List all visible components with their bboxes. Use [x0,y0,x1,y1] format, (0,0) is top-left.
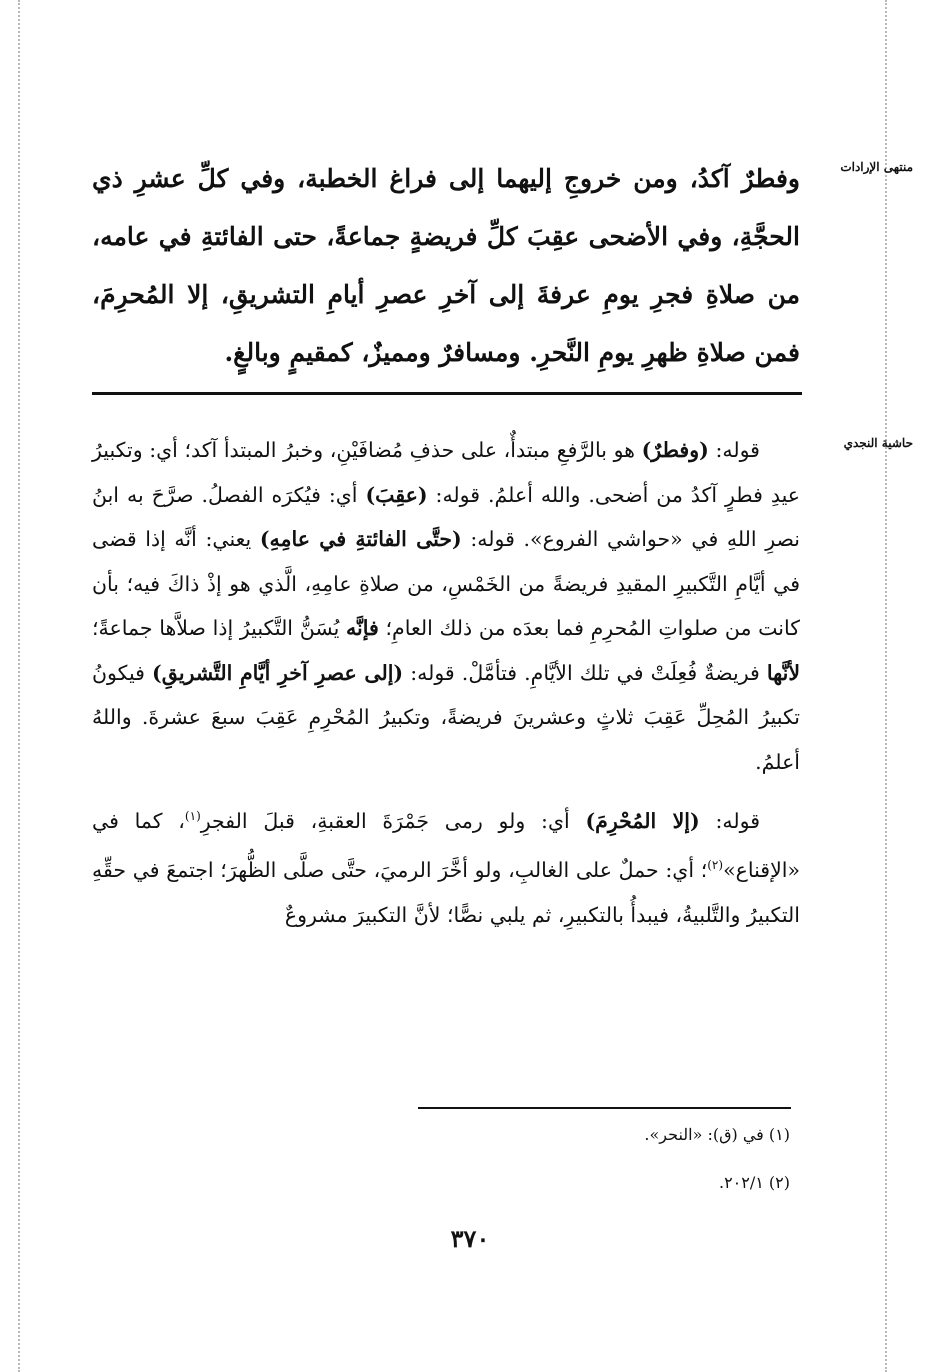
footnote-ref: (٢) [707,858,724,873]
commentary-text: ؛ أي: حملٌ على الغالبِ، ولو أخَّرَ الرميَ، حتَّى صلَّى الظُّهرَ؛ اجتمعَ في حقِّهِ التكبيرُ والتَّلبيةُ، فيبدأُ بالتكبيرِ، ثم يلبي نصًّا؛ لأنَّ التكبيرَ مشروعٌ [92,858,800,927]
quoted-term: (عقِبَ) [365,482,428,507]
commentary-text: أي: فيُكرَه الفصلُ. صرَّحَ به ابنُ نصرِ اللهِ في «حواشي الفروع». قوله: [92,482,801,551]
section-divider [92,392,802,395]
matn-text: وفطرٌ آكدُ، ومن خروجِ إليهما إلى فراغ الخطبة، وفي كلِّ عشرِ ذي الحجَّةِ، وفي الأضحى عقِبَ كلِّ فريضةٍ جماعةً، حتى الفائتةِ في عامه، من صلاةِ فجرِ يومِ عرفةَ إلى آخرِ عصرِ أيامِ التشريقِ، إلا المُحرِمَ، فمن صلاةِ ظهرِ يومِ النَّحرِ. ومسافرٌ ومميزٌ، كمقيمٍ وبالغٍ. [92,164,800,367]
commentary-text: يُسَنُّ التَّكبيرُ إذا صلاَّها جماعةً؛ [92,616,347,640]
quoted-term: (حتَّى الفائتةِ في عامِهِ) [259,527,462,551]
quoted-term: فإنَّه [346,616,379,640]
quoted-term: (وفطرٌ) [641,438,709,462]
scan-margin-dots-right [885,0,887,1372]
hashiya-paragraph-1 [92,428,800,784]
scan-margin-dots-left [18,0,20,1372]
footnote-divider [418,1107,791,1109]
quoted-term: (إلى عصرِ آخرِ أيَّامِ التَّشريقِ) [152,660,404,685]
footnote-ref: (١) [184,809,201,823]
footnote-1: (١) في (ق): «النحر». [644,1125,790,1144]
footnote-2: (٢) ٢٠٢/١. [718,1173,790,1192]
quoted-term: لأنَّها [766,660,801,685]
commentary-text: قوله: [708,438,760,462]
hashiya-paragraph-2 [92,794,800,937]
commentary-text: فريضةٌ فُعِلَتْ في تلك الأيَّامِ. فتأمَّلْ. قوله: [403,660,767,685]
commentary-text: قوله: [699,808,760,833]
side-label-matn: منتهى الإرادات [840,160,913,174]
commentary-text: يعني: أنَّه إذا قضى في أيَّامِ التَّكبيرِ المقيدِ فريضةً من الخَمْسِ، من صلاةِ عامِهِ، الَّذي هو إذْ ذاكَ فيه؛ بأن كانت من صلواتِ المُحرِمِ فما بعدَه من ذلك العامِ؛ [92,527,800,640]
hashiya-commentary [92,428,800,937]
page-number: ٣٧٠ [450,1224,490,1253]
side-label-hashiya: حاشية النجدي [843,436,913,450]
commentary-text: فيكونُ تكبيرُ المُحِلِّ عَقِبَ ثلاثٍ وعشرينَ فريضةً، وتكبيرُ المُحْرِمِ عَقِبَ سبعَ عشرةَ. واللهُ أعلمُ. [92,660,800,774]
commentary-text: هو بالرَّفعِ مبتدأٌ، على حذفِ مُضافَيْنِ، وخبرُ المبتدأ آكد؛ أي: وتكبيرُ عيدِ فطرٍ آكدُ من أضحى. والله أعلمُ. قوله: [92,438,800,507]
commentary-text: ، كما في «الإقناع» [92,808,800,883]
commentary-text: أي: ولو رمى جَمْرَةَ العقبةِ، قبلَ الفجرِ [200,808,586,833]
quoted-term: (إلا المُحْرِمَ) [585,808,700,833]
